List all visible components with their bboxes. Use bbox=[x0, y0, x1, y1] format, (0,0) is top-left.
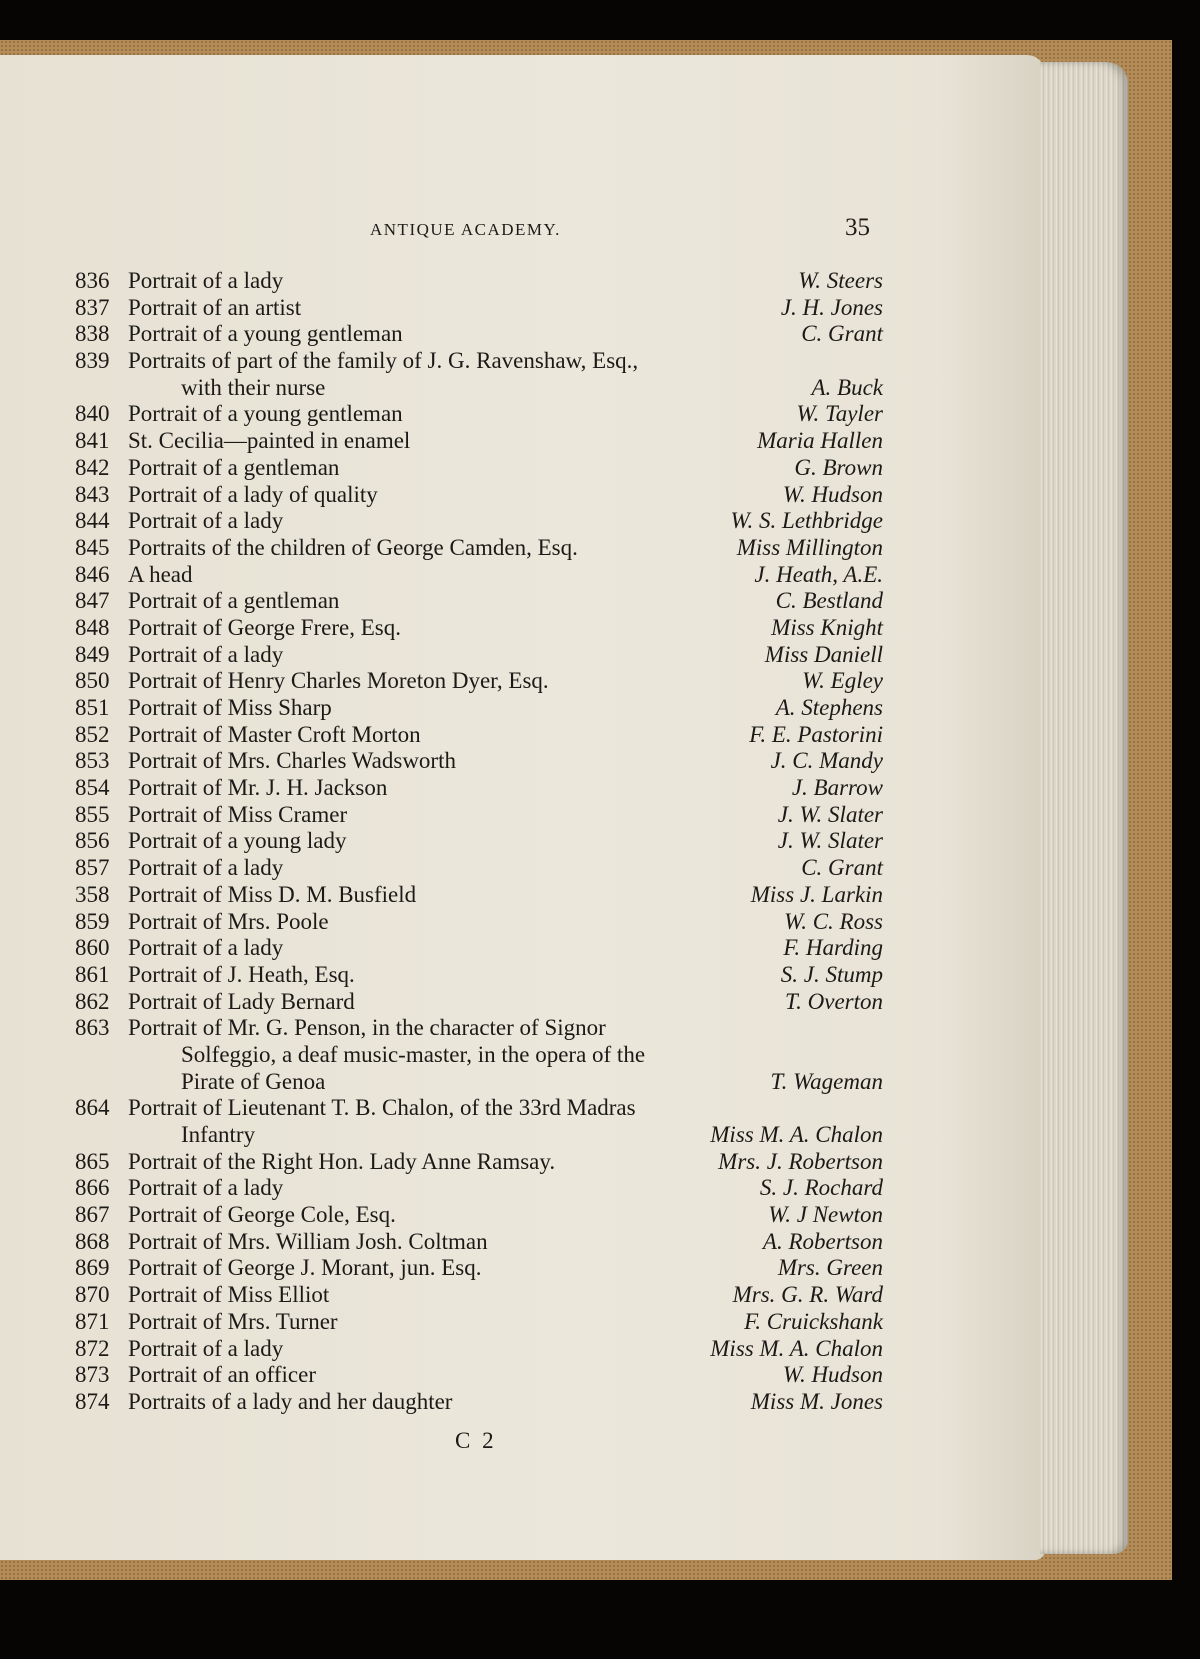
entry-artist: S. J. Stump bbox=[780, 961, 883, 987]
entry-title: Portrait of an artist bbox=[128, 294, 302, 320]
catalogue-entry bbox=[0, 348, 1045, 375]
entry-artist: A. Robertson bbox=[762, 1228, 883, 1254]
page-number: 35 bbox=[845, 214, 870, 241]
entry-title: Portraits of part of the family of J. G. Ravenshaw, Esq., bbox=[128, 348, 639, 374]
catalogue-entry bbox=[0, 1336, 1045, 1363]
entry-title-continued: Infantry bbox=[181, 1122, 256, 1147]
entry-title: Portraits of the children of George Camden, Esq. bbox=[128, 534, 578, 560]
entry-artist: Mrs. J. Robertson bbox=[718, 1148, 883, 1174]
catalogue-entry bbox=[0, 935, 1045, 962]
catalogue-entry bbox=[0, 802, 1045, 829]
entry-number: 850 bbox=[75, 668, 110, 694]
entry-artist: W. Steers bbox=[798, 268, 883, 293]
catalogue-entry bbox=[0, 455, 1045, 482]
entry-title: Portrait of Lieutenant T. B. Chalon, of the 33rd Madras bbox=[128, 1095, 636, 1121]
entry-number: 845 bbox=[75, 534, 110, 560]
entry-number: 866 bbox=[75, 1175, 110, 1201]
entry-number: 874 bbox=[75, 1388, 110, 1414]
entry-title: Portrait of Master Croft Morton bbox=[128, 721, 421, 747]
entry-title: Portrait of Miss Elliot bbox=[128, 1282, 330, 1308]
entry-number: 873 bbox=[75, 1362, 110, 1388]
entry-artist: A. Stephens bbox=[775, 695, 883, 720]
entry-number: 853 bbox=[75, 748, 110, 774]
entry-title: Portrait of George J. Morant, jun. Esq. bbox=[128, 1255, 482, 1281]
entry-title: Portrait of Mr. J. H. Jackson bbox=[128, 775, 388, 801]
entry-title: Portrait of a lady bbox=[128, 1175, 284, 1201]
entry-title: Portrait of a lady bbox=[128, 268, 284, 293]
catalogue-entry bbox=[0, 1175, 1045, 1202]
entry-number: 856 bbox=[75, 828, 110, 854]
entry-number: 846 bbox=[75, 561, 110, 587]
catalogue-entry bbox=[0, 535, 1045, 562]
catalogue-entry bbox=[0, 401, 1045, 428]
catalogue-entry bbox=[0, 375, 1045, 402]
entry-artist: Mrs. Green bbox=[777, 1255, 883, 1281]
catalogue-entry bbox=[0, 1069, 1045, 1096]
entry-number: 861 bbox=[75, 961, 110, 987]
entry-number: 857 bbox=[75, 855, 110, 881]
entry-number: 838 bbox=[75, 321, 110, 347]
entry-artist: C. Bestland bbox=[775, 588, 883, 614]
entry-number: 869 bbox=[75, 1255, 110, 1281]
signature-mark: C 2 bbox=[455, 1428, 497, 1453]
entry-artist: T. Wageman bbox=[770, 1068, 883, 1094]
entry-number: 839 bbox=[75, 348, 110, 374]
entry-title: Portrait of Mrs. Poole bbox=[128, 908, 329, 934]
catalogue-entry bbox=[0, 642, 1045, 669]
entry-title: Portrait of the Right Hon. Lady Anne Ramsay. bbox=[128, 1148, 556, 1174]
catalogue-entry bbox=[0, 1042, 1045, 1069]
catalogue-entry bbox=[0, 1362, 1045, 1389]
entry-artist: Miss M. Jones bbox=[750, 1388, 883, 1414]
entry-artist: C. Grant bbox=[801, 855, 883, 881]
entry-title: Portrait of a young lady bbox=[128, 828, 347, 854]
entry-number: 847 bbox=[75, 588, 110, 614]
entry-artist: Miss J. Larkin bbox=[750, 881, 883, 907]
entry-number: 358 bbox=[75, 881, 110, 907]
entry-title: Portrait of a lady bbox=[128, 1335, 284, 1361]
catalogue-entry bbox=[0, 295, 1045, 322]
entry-artist: W. Hudson bbox=[782, 1362, 883, 1388]
entry-title: Portrait of Mrs. William Josh. Coltman bbox=[128, 1228, 488, 1254]
entry-artist: W. Hudson bbox=[782, 481, 883, 507]
entry-title: Portrait of a young gentleman bbox=[128, 321, 403, 347]
entry-artist: S. J. Rochard bbox=[759, 1175, 883, 1201]
entry-number: 863 bbox=[75, 1015, 110, 1041]
entry-number: 843 bbox=[75, 481, 110, 507]
entry-title: Portrait of George Frere, Esq. bbox=[128, 614, 401, 640]
entry-title: Portrait of Mrs. Charles Wadsworth bbox=[128, 748, 456, 774]
entry-artist: C. Grant bbox=[801, 321, 883, 347]
entry-artist: Miss Knight bbox=[771, 614, 883, 640]
entry-title: Portrait of Miss D. M. Busfield bbox=[128, 881, 417, 907]
entry-title: Portrait of an officer bbox=[128, 1362, 316, 1388]
catalogue-entry bbox=[0, 695, 1045, 722]
entry-number: 842 bbox=[75, 454, 110, 480]
catalogue-entry bbox=[0, 1389, 1045, 1416]
entry-number: 871 bbox=[75, 1308, 110, 1334]
entry-number: 852 bbox=[75, 721, 110, 747]
catalogue-entry bbox=[0, 668, 1045, 695]
catalogue-entry bbox=[0, 1282, 1045, 1309]
entry-title: St. Cecilia—painted in enamel bbox=[128, 428, 411, 454]
entry-number: 840 bbox=[75, 401, 110, 427]
catalogue-entry bbox=[0, 1149, 1045, 1176]
entry-artist: J. Barrow bbox=[791, 775, 883, 801]
entry-number: 844 bbox=[75, 508, 110, 534]
entry-artist: A. Buck bbox=[811, 374, 883, 400]
entry-number: 855 bbox=[75, 801, 110, 827]
entry-title: Portrait of a gentleman bbox=[128, 588, 340, 614]
entry-artist: Miss M. A. Chalon bbox=[710, 1122, 883, 1147]
entry-number: 848 bbox=[75, 614, 110, 640]
catalogue-entry bbox=[0, 428, 1045, 455]
entry-title: Portraits of a lady and her daughter bbox=[128, 1388, 453, 1414]
catalogue-entry bbox=[0, 482, 1045, 509]
entry-artist: J. H. Jones bbox=[780, 294, 883, 320]
entry-artist: J. W. Slater bbox=[777, 801, 883, 827]
entry-artist: J. C. Mandy bbox=[770, 748, 883, 774]
entry-title: Portrait of a lady bbox=[128, 641, 284, 667]
catalogue-entry bbox=[0, 1255, 1045, 1282]
entry-artist: Maria Hallen bbox=[757, 428, 883, 454]
entry-title: Portrait of Henry Charles Moreton Dyer, Esq. bbox=[128, 668, 549, 694]
entry-title: Portrait of George Cole, Esq. bbox=[128, 1202, 396, 1228]
entry-artist: J. Heath, A.E. bbox=[754, 561, 883, 587]
catalogue-entries bbox=[0, 268, 1045, 1416]
entry-title: Portrait of a gentleman bbox=[128, 454, 340, 480]
catalogue-entry bbox=[0, 615, 1045, 642]
entry-title: Portrait of Miss Cramer bbox=[128, 801, 348, 827]
entry-title-continued: Solfeggio, a deaf music-master, in the opera of the bbox=[181, 1041, 646, 1067]
catalogue-entry bbox=[0, 1015, 1045, 1042]
entry-artist: F. E. Pastorini bbox=[749, 721, 883, 747]
entry-artist: Miss Daniell bbox=[764, 641, 883, 667]
entry-artist: J. W. Slater bbox=[777, 828, 883, 854]
entry-artist: F. Cruickshank bbox=[744, 1308, 883, 1334]
entry-artist: W. Tayler bbox=[796, 401, 883, 427]
entry-number: 864 bbox=[75, 1095, 110, 1121]
catalogue-entry bbox=[0, 989, 1045, 1016]
entry-number: 851 bbox=[75, 695, 110, 720]
entry-title: A head bbox=[128, 561, 193, 587]
entry-number: 854 bbox=[75, 775, 110, 801]
entry-number: 870 bbox=[75, 1282, 110, 1308]
entry-artist: Miss M. A. Chalon bbox=[710, 1335, 883, 1361]
catalogue-entry bbox=[0, 855, 1045, 882]
entry-title: Portrait of a young gentleman bbox=[128, 401, 403, 427]
catalogue-entry bbox=[0, 722, 1045, 749]
entry-number: 849 bbox=[75, 641, 110, 667]
catalogue-entry bbox=[0, 268, 1045, 295]
catalogue-entry bbox=[0, 828, 1045, 855]
entry-title: Portrait of Lady Bernard bbox=[128, 988, 355, 1014]
entry-number: 867 bbox=[75, 1202, 110, 1228]
entry-title: Portrait of Mrs. Turner bbox=[128, 1308, 338, 1334]
catalogue-entry bbox=[0, 962, 1045, 989]
page-edges bbox=[1040, 62, 1128, 1554]
entry-artist: W. Egley bbox=[802, 668, 883, 694]
entry-number: 837 bbox=[75, 294, 110, 320]
entry-artist: G. Brown bbox=[794, 454, 883, 480]
catalogue-entry bbox=[0, 909, 1045, 936]
entry-artist: Mrs. G. R. Ward bbox=[732, 1282, 883, 1308]
catalogue-entry bbox=[0, 1122, 1045, 1149]
entry-title: Portrait of a lady bbox=[128, 855, 284, 881]
entry-number: 865 bbox=[75, 1148, 110, 1174]
entry-number: 841 bbox=[75, 428, 110, 454]
entry-number: 868 bbox=[75, 1228, 110, 1254]
catalogue-entry bbox=[0, 748, 1045, 775]
entry-title-continued: Pirate of Genoa bbox=[181, 1068, 326, 1094]
entry-number: 862 bbox=[75, 988, 110, 1014]
entry-title: Portrait of a lady bbox=[128, 508, 284, 534]
catalogue-entry bbox=[0, 562, 1045, 589]
entry-artist: T. Overton bbox=[785, 988, 883, 1014]
entry-artist: F. Harding bbox=[783, 935, 883, 961]
entry-title: Portrait of a lady bbox=[128, 935, 284, 961]
entry-number: 859 bbox=[75, 908, 110, 934]
entry-number: 860 bbox=[75, 935, 110, 961]
entry-number: 872 bbox=[75, 1335, 110, 1361]
entry-artist: W. S. Lethbridge bbox=[730, 508, 883, 534]
entry-title: Portrait of J. Heath, Esq. bbox=[128, 961, 355, 987]
entry-number: 836 bbox=[75, 268, 110, 293]
catalogue-entry bbox=[0, 1095, 1045, 1122]
catalogue-entry bbox=[0, 1309, 1045, 1336]
entry-title-continued: with their nurse bbox=[181, 374, 326, 400]
entry-artist: W. C. Ross bbox=[784, 908, 883, 934]
entry-artist: Miss Millington bbox=[736, 534, 883, 560]
catalogue-entry bbox=[0, 882, 1045, 909]
catalogue-entry bbox=[0, 588, 1045, 615]
entry-title: Portrait of a lady of quality bbox=[128, 481, 378, 507]
running-head: ANTIQUE ACADEMY. bbox=[370, 220, 561, 239]
catalogue-entry bbox=[0, 1229, 1045, 1256]
entry-artist: W. J Newton bbox=[768, 1202, 883, 1228]
catalogue-entry bbox=[0, 508, 1045, 535]
catalogue-entry bbox=[0, 775, 1045, 802]
entry-title: Portrait of Miss Sharp bbox=[128, 695, 332, 720]
entry-title: Portrait of Mr. G. Penson, in the character of Signor bbox=[128, 1015, 606, 1041]
catalogue-entry bbox=[0, 1202, 1045, 1229]
catalogue-entry bbox=[0, 321, 1045, 348]
